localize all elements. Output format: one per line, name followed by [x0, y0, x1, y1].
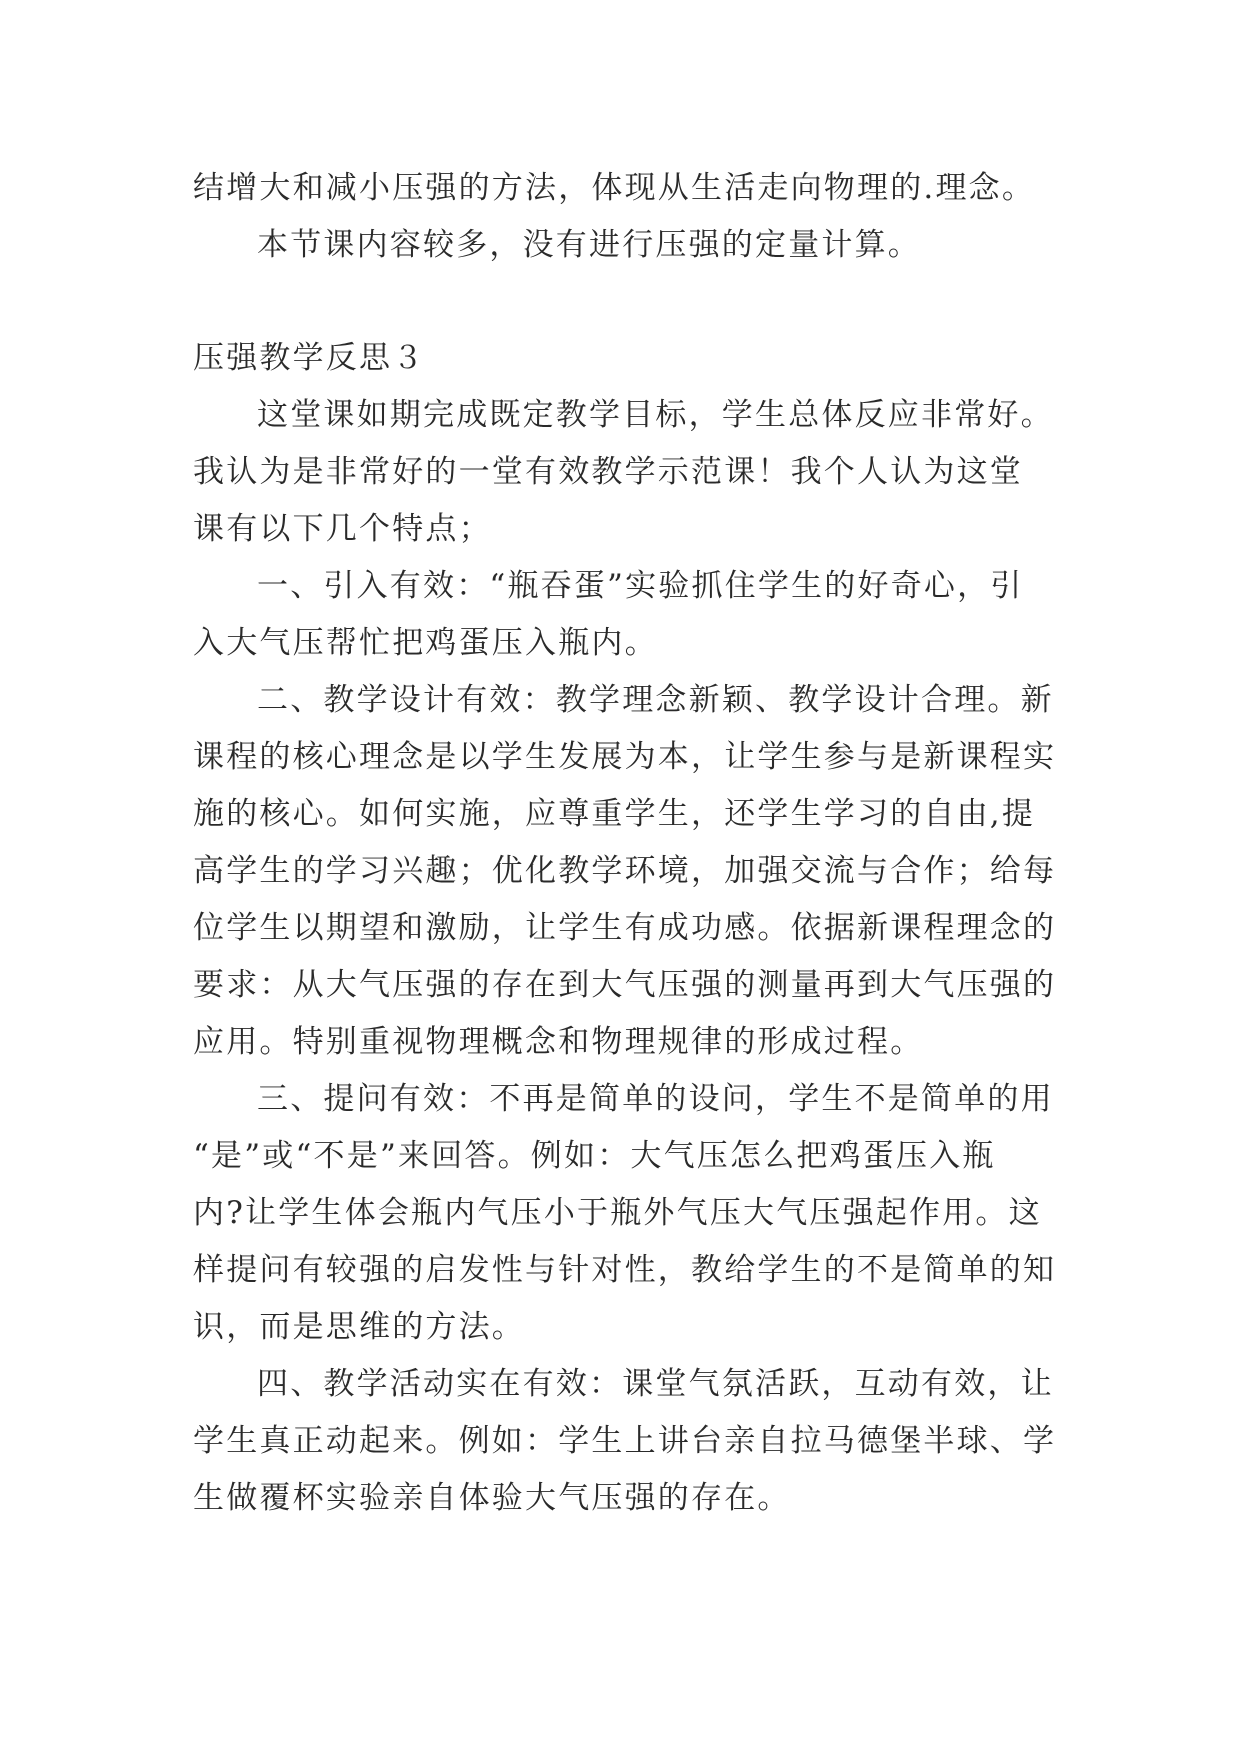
intro-line-1: 结增大和减小压强的方法，体现从生活走向物理的.理念。 [193, 170, 1036, 206]
paragraph-line: 入大气压帮忙把鸡蛋压入瓶内。 [193, 625, 658, 661]
paragraph-line: 高学生的学习兴趣；优化教学环境，加强交流与合作；给每 [193, 853, 1057, 889]
paragraph-line: 课有以下几个特点； [193, 511, 492, 547]
paragraph-line: 这堂课如期完成既定教学目标，学生总体反应非常好。 [257, 397, 1054, 433]
paragraph-3 [193, 672, 1073, 1071]
paragraph-4 [193, 1071, 1073, 1356]
paragraph-2 [193, 558, 1073, 672]
paragraph-line: 位学生以期望和激励，让学生有成功感。依据新课程理念的 [193, 910, 1057, 946]
paragraph-line: 样提问有较强的启发性与针对性，教给学生的不是简单的知 [193, 1252, 1057, 1288]
paragraph-line: 二、教学设计有效：教学理念新颖、教学设计合理。新 [257, 682, 1054, 718]
paragraph-line: 应用。特别重视物理概念和物理规律的形成过程。 [193, 1024, 924, 1060]
paragraph-line: 要求：从大气压强的存在到大气压强的测量再到大气压强的 [193, 967, 1057, 1003]
paragraph-line: 课程的核心理念是以学生发展为本，让学生参与是新课程实 [193, 739, 1057, 775]
section-heading: 压强教学反思３ [193, 340, 426, 376]
paragraph-line: 内?让学生体会瓶内气压小于瓶外气压大气压强起作用。这 [193, 1195, 1042, 1231]
paragraph-1 [193, 387, 1073, 558]
paragraph-5 [193, 1356, 1073, 1527]
intro-line-2: 本节课内容较多，没有进行压强的定量计算。 [257, 227, 921, 263]
paragraph-line: 学生真正动起来。例如：学生上讲台亲自拉马德堡半球、学 [193, 1423, 1057, 1459]
paragraph-line: 识，而是思维的方法。 [193, 1309, 525, 1345]
paragraph-line: 我认为是非常好的一堂有效教学示范课！我个人认为这堂 [193, 454, 1023, 490]
paragraph-line: 一、引入有效：“瓶吞蛋”实验抓住学生的好奇心，引 [257, 568, 1024, 604]
document-body [193, 160, 1073, 1527]
paragraph-line: 生做覆杯实验亲自体验大气压强的存在。 [193, 1480, 791, 1516]
paragraph-line: 三、提问有效：不再是简单的设问，学生不是简单的用 [257, 1081, 1054, 1117]
section-gap [193, 274, 1073, 330]
paragraph-line: 施的核心。如何实施，应尊重学生，还学生学习的自由,提 [193, 796, 1036, 832]
paragraph-line: “是”或“不是”来回答。例如：大气压怎么把鸡蛋压入瓶 [193, 1138, 996, 1174]
paragraph-line: 四、教学活动实在有效：课堂气氛活跃，互动有效，让 [257, 1366, 1054, 1402]
